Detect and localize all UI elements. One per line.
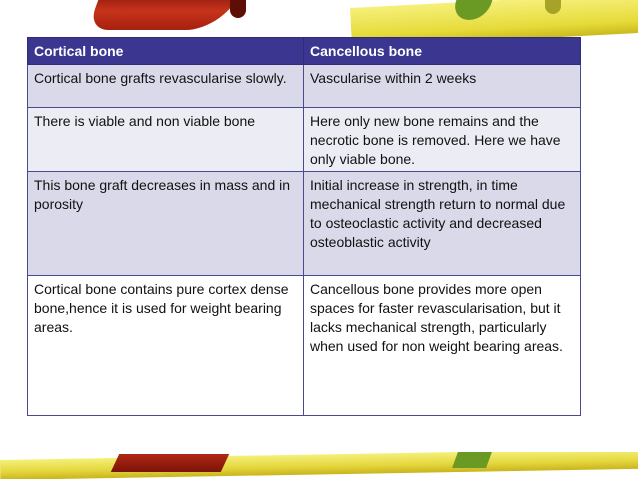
yellow-decor-band <box>0 452 638 479</box>
table-row <box>28 65 581 108</box>
comparison-table-container <box>27 37 580 416</box>
table-cell: Here only new bone remains and the necrotic bone is removed. Here we have only viable bone. <box>304 108 581 172</box>
table-header-row <box>28 38 581 65</box>
background-decoration-bottom <box>0 452 638 479</box>
table-cell: Initial increase in strength, in time mechanical strength return to normal due to osteoclastic activity and decreased osteoblastic activity <box>304 172 581 276</box>
table-cell: Vascularise within 2 weeks <box>304 65 581 108</box>
green-decor-shape <box>452 452 492 468</box>
header-cortical-bone: Cortical bone <box>28 38 304 65</box>
comparison-table <box>27 37 581 416</box>
table-cell: Cortical bone contains pure cortex dense bone,hence it is used for weight bearing areas. <box>28 276 304 416</box>
red-decor-shape <box>111 454 229 472</box>
dark-red-decor-shape <box>230 0 246 18</box>
table-cell: Cancellous bone provides more open spaces for faster revascularisation, but it lacks mechanical strength, particularly when used for non weight bearing areas. <box>304 276 581 416</box>
table-cell: This bone graft decreases in mass and in porosity <box>28 172 304 276</box>
table-row <box>28 276 581 416</box>
table-cell: Cortical bone grafts revascularise slowly. <box>28 65 304 108</box>
header-cancellous-bone: Cancellous bone <box>304 38 581 65</box>
table-row <box>28 108 581 172</box>
red-decor-shape <box>87 0 242 30</box>
table-cell: There is viable and non viable bone <box>28 108 304 172</box>
table-row <box>28 172 581 276</box>
